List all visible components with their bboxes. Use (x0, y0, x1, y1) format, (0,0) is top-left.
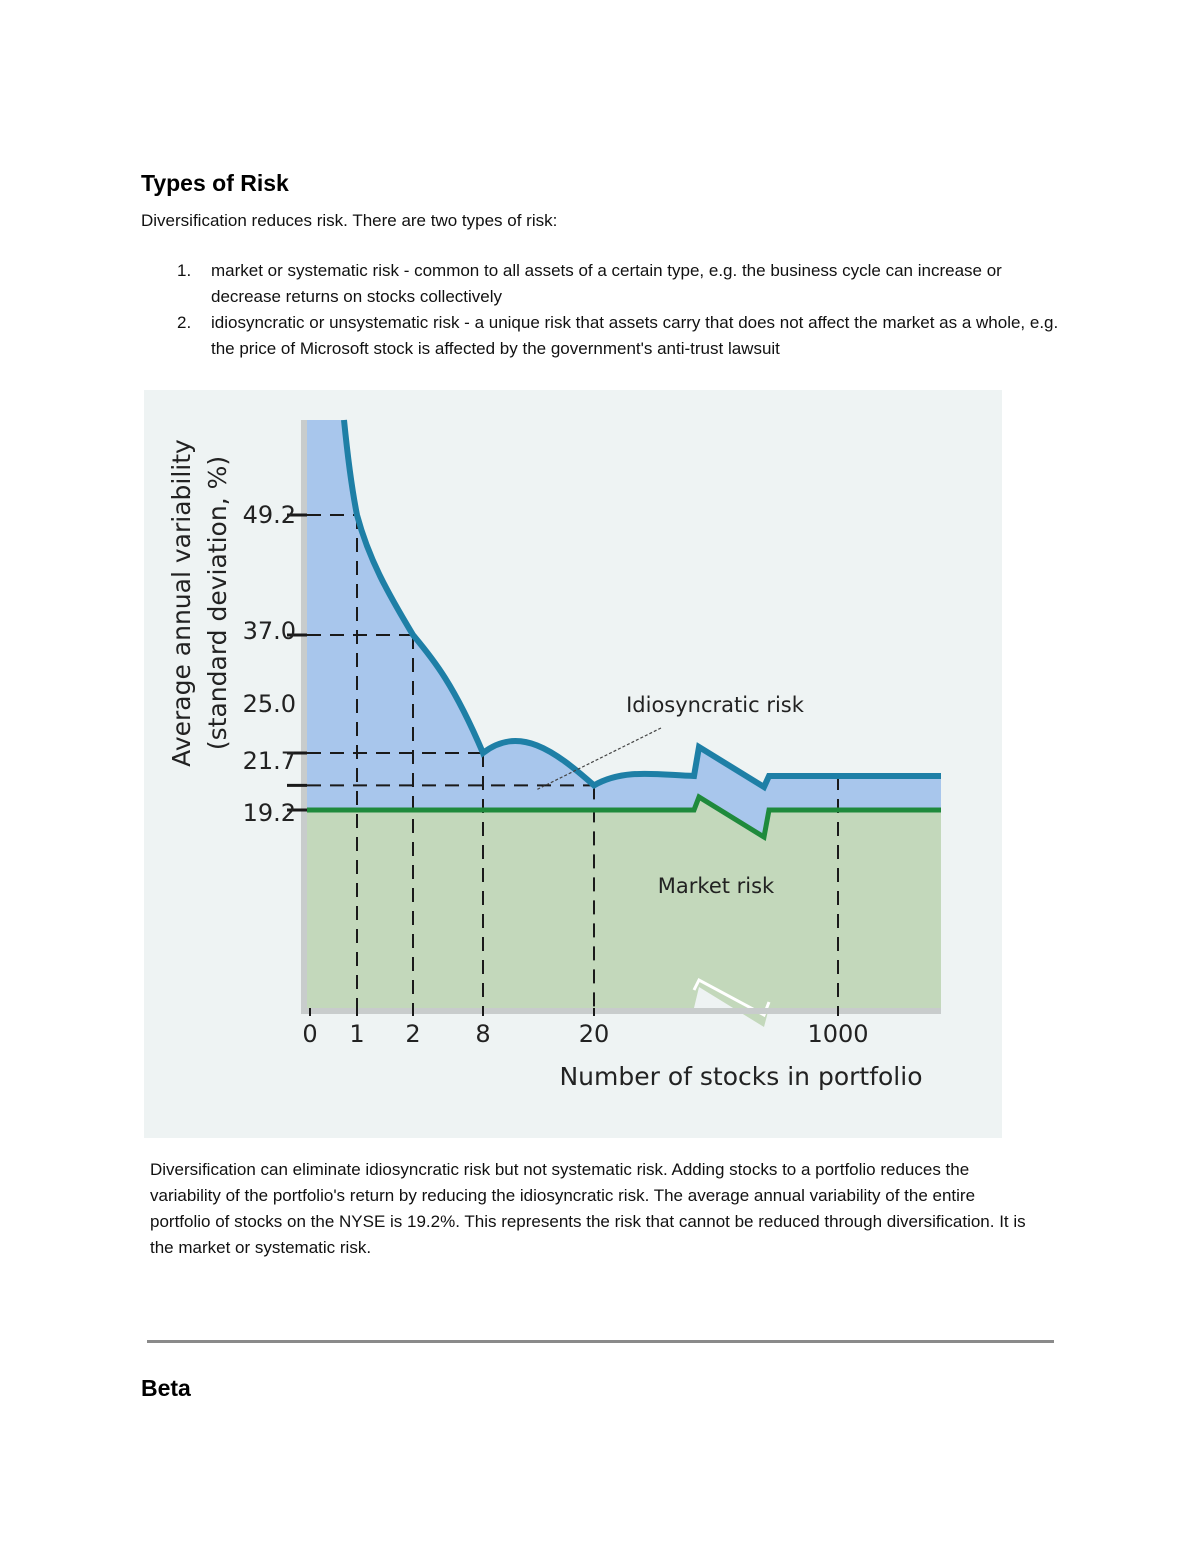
x-axis-line (301, 1008, 941, 1014)
next-section-title: Beta (141, 1375, 191, 1401)
x-tick-label: 1 (349, 1020, 365, 1048)
y-tick-label: 49.2 (242, 501, 296, 529)
y-tick-label: 25.0 (242, 690, 296, 718)
intro-text: Diversification reduces risk. There are two types of risk: (141, 211, 558, 230)
list-item-number: 1. (177, 261, 192, 280)
x-tick-label: 1000 (807, 1020, 869, 1048)
section-divider (147, 1340, 1054, 1343)
y-tick-label: 21.7 (242, 747, 296, 775)
chart-caption: Diversification can eliminate idiosyncratic risk but not systematic risk. Adding stocks to a portfolio reduces the variability of the portfolio's return by reducing the idiosyncratic risk. The average annual variability of the entire portfolio of stocks on the NYSE is 19.2%. This represents the risk that cannot be reduced through diversification. It is the market or systematic risk. (150, 1160, 1026, 1257)
y-tick-label: 19.2 (242, 799, 296, 827)
x-tick-label: 8 (475, 1020, 491, 1048)
idiosyncratic-risk-label: Idiosyncratic risk (626, 693, 804, 717)
y-axis-label-line2: (standard deviation, %) (203, 455, 232, 751)
y-tick-label: 37.0 (242, 617, 296, 645)
x-tick-label: 0 (302, 1020, 318, 1048)
list-item (141, 310, 1071, 362)
x-tick-label: 20 (578, 1020, 610, 1048)
risk-types-list (141, 258, 1071, 362)
list-item-text: market or systematic risk - common to all assets of a certain type, e.g. the business cycle can increase or decrease returns on stocks collectively (211, 261, 1002, 306)
market-risk-label: Market risk (657, 874, 775, 898)
y-axis-label-line1: Average annual variability (167, 439, 196, 767)
y-axis-line (301, 420, 307, 1008)
diversification-chart (144, 390, 1002, 1138)
list-item-number: 2. (177, 313, 192, 332)
x-axis-label: Number of stocks in portfolio (559, 1062, 923, 1091)
market-risk-area (307, 797, 941, 1027)
section-title: Types of Risk (141, 170, 289, 196)
list-item-text: idiosyncratic or unsystematic risk - a unique risk that assets carry that does not affect the market as a whole, e.g. the price of Microsoft stock is affected by the government's anti-trust lawsuit (211, 313, 1059, 358)
list-item (141, 258, 1071, 310)
chart-svg (144, 390, 1002, 1138)
x-tick-label: 2 (405, 1020, 421, 1048)
